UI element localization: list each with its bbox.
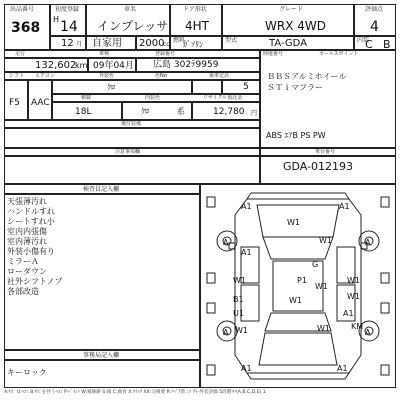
door-type: 4HT bbox=[185, 19, 209, 33]
era: H bbox=[53, 15, 60, 24]
interior-label: 内装 bbox=[357, 37, 370, 44]
registration-year: 14 bbox=[60, 19, 78, 35]
ac-cell bbox=[28, 80, 52, 120]
month-unit: 月 bbox=[76, 41, 83, 48]
damage-mark: KM bbox=[351, 322, 364, 331]
damage-mark: A bbox=[223, 328, 229, 337]
sales-point-1: ＢＢＳアルミホイール bbox=[267, 72, 347, 81]
damage-mark: A bbox=[223, 238, 229, 247]
damage-mark: U1 bbox=[233, 309, 244, 318]
damage-mark: B1 bbox=[233, 295, 244, 304]
sales-point-label: セールスポイント bbox=[319, 51, 359, 57]
interior-color-cell bbox=[122, 102, 192, 120]
damage-legend: A:ｷｽﾞ U:ﾍｺﾐ B:ｷｽﾞを伴うﾍｺﾐ P:ﾍﾟｲﾝﾄ W:補修跡 S:錆 C:腐食 X:ｸﾗｯｸ XX:交換要 R:ﾘﾍﾟｱ済 ﾝﾒ 内ｰ外装評価 5段階中(A,B,C,D,E) 1 bbox=[4, 390, 266, 395]
use-type: 自家用 bbox=[92, 38, 122, 49]
inspector-notes-box bbox=[4, 194, 200, 350]
dealer-notes-box bbox=[4, 360, 200, 388]
fuel: ｶﾞｿﾘﾝ bbox=[183, 40, 203, 49]
shift-cell bbox=[4, 80, 28, 120]
damage-mark: W1 bbox=[289, 296, 302, 305]
car-diagram-box bbox=[200, 184, 396, 388]
sales-point-2: ＳＴｉマフラー bbox=[267, 83, 323, 92]
dealer-label: 事務局記入欄 bbox=[83, 352, 120, 359]
plate-header-label: 陸運番号 bbox=[263, 51, 284, 57]
plate-cell bbox=[136, 58, 260, 72]
inspection-expiry: 09年04月 bbox=[93, 61, 134, 71]
inspector-label: 検査員記入欄 bbox=[83, 186, 120, 193]
damage-mark: A1 bbox=[241, 202, 252, 211]
fuel-label: 燃料 bbox=[173, 37, 186, 44]
damage-mark: A bbox=[365, 328, 371, 337]
damage-mark: W1 bbox=[235, 326, 248, 335]
car-name: インプレッサ bbox=[97, 19, 169, 33]
fuel-cell bbox=[170, 36, 222, 50]
inspector-note: ハンドルすれ bbox=[7, 207, 55, 216]
door-type-cell bbox=[170, 4, 222, 36]
mileage-cell bbox=[4, 58, 88, 72]
damage-mark: G bbox=[312, 260, 319, 269]
mileage: 132,602 bbox=[35, 60, 77, 71]
car-name-label: 車名 bbox=[124, 6, 137, 13]
car-name-cell bbox=[86, 4, 170, 36]
shift-label: シフト bbox=[9, 73, 25, 79]
inspector-note: 室内内張傷 bbox=[7, 227, 47, 236]
ac-label: エアコン bbox=[35, 73, 55, 79]
shift: F5 bbox=[9, 98, 20, 108]
damage-mark: W1 bbox=[315, 282, 328, 291]
capacity-cell bbox=[222, 80, 260, 94]
yen-unit: 円 bbox=[251, 110, 258, 117]
interior-color-label: 内装色 bbox=[145, 95, 161, 101]
inspector-note: シートすれ小 bbox=[7, 217, 55, 226]
lot-number-cell bbox=[4, 4, 50, 50]
exterior-color: ｸﾛ bbox=[107, 83, 115, 92]
displacement-cell bbox=[136, 36, 170, 50]
chassis-label: 車台番号 bbox=[315, 149, 336, 155]
damage-mark: W1 bbox=[319, 236, 332, 245]
score-label: 評価点 bbox=[365, 6, 384, 13]
shift-header-row bbox=[4, 72, 260, 80]
cc-unit: cc bbox=[163, 41, 170, 48]
inspector-note: 室内薄汚れ bbox=[7, 237, 47, 246]
chassis-number: GDA-012193 bbox=[283, 160, 354, 173]
plate-label: 登録番号 bbox=[155, 51, 176, 57]
interior-cell bbox=[354, 36, 396, 50]
lot-number: 368 bbox=[11, 20, 41, 36]
registration-month: 12 bbox=[61, 38, 74, 49]
inspector-note: ローダウン bbox=[7, 267, 47, 276]
plate-number: 広島 302ﾃ9959 bbox=[153, 60, 219, 70]
color-label: 外装色 bbox=[99, 73, 115, 79]
first-registration-label: 初度登録 bbox=[55, 6, 80, 13]
damage-mark: A1 bbox=[241, 248, 252, 257]
damage-mark: A1 bbox=[337, 364, 348, 373]
inspection-label: 車検 bbox=[99, 51, 110, 57]
notes-header bbox=[4, 148, 260, 156]
damage-mark: W1 bbox=[317, 324, 330, 333]
recycle-label: リサイクル預託金 bbox=[203, 95, 243, 101]
interior-color: ｸﾛ bbox=[141, 107, 149, 116]
model-cell bbox=[222, 36, 354, 50]
mileage-unit: km bbox=[75, 61, 88, 70]
mileage-header-row bbox=[4, 50, 260, 58]
load-label: 積載 bbox=[81, 95, 92, 101]
damage-mark: W1 bbox=[347, 292, 360, 301]
interior-color-suffix: 系 bbox=[177, 107, 185, 116]
damage-mark: A bbox=[365, 238, 371, 247]
first-registration-cell bbox=[50, 4, 86, 36]
inspector-note: 外装小傷有り bbox=[7, 247, 55, 256]
exterior-grade: C bbox=[365, 38, 373, 51]
color-cell bbox=[52, 80, 192, 94]
score-cell bbox=[354, 4, 396, 36]
model-code: TA-GDA bbox=[269, 38, 308, 49]
damage-mark: W1 bbox=[287, 218, 300, 227]
load-capacity: 18L bbox=[75, 107, 92, 117]
recycle-cell bbox=[192, 102, 260, 120]
model-label: 型式 bbox=[225, 37, 238, 44]
post-equipment-cell bbox=[4, 128, 260, 148]
post-equipment-header bbox=[4, 120, 260, 128]
damage-mark: P1 bbox=[297, 276, 307, 285]
inspector-note: ミラーＡ bbox=[7, 257, 39, 266]
damage-mark: A1 bbox=[241, 364, 252, 373]
color-no-cell bbox=[192, 80, 222, 94]
interior-grade: B bbox=[383, 38, 391, 51]
inspector-header bbox=[4, 184, 200, 194]
displacement: 2000 bbox=[139, 38, 165, 49]
dealer-header bbox=[4, 350, 200, 360]
use-cell bbox=[86, 36, 136, 50]
grade-cell bbox=[222, 4, 354, 36]
inspector-note: 各部改造 bbox=[7, 287, 39, 296]
air-conditioner: AAC bbox=[31, 98, 50, 108]
capacity: 5 bbox=[243, 82, 249, 92]
load-cell bbox=[52, 102, 122, 120]
chassis-header bbox=[260, 148, 396, 156]
grade-label: グレード bbox=[279, 6, 304, 13]
chassis-cell bbox=[260, 156, 396, 184]
mileage-label: 走行 bbox=[15, 51, 26, 57]
lot-number-label: 出品番号 bbox=[10, 6, 35, 13]
grade: WRX 4WD bbox=[265, 19, 326, 33]
damage-mark: A1 bbox=[339, 202, 350, 211]
recycle-fee: 12,780 bbox=[213, 107, 245, 117]
dealer-note: キーロック bbox=[7, 368, 47, 377]
equipment-list: ABS ｴｱB PS PW bbox=[266, 131, 326, 140]
notes-area bbox=[4, 156, 260, 184]
inspector-note: 天張薄汚れ bbox=[7, 197, 47, 206]
inspector-note: 社外シフトノブ bbox=[7, 277, 63, 286]
capacity-label: 乗車定員 bbox=[209, 73, 230, 79]
damage-mark: A1 bbox=[343, 309, 354, 318]
car-diagram bbox=[201, 185, 395, 387]
inspection-cell bbox=[88, 58, 136, 72]
color-no-label: 色No bbox=[155, 73, 167, 79]
month-cell bbox=[50, 36, 86, 50]
damage-mark: W1 bbox=[347, 276, 360, 285]
notes-label: 注意事項欄 bbox=[115, 149, 141, 155]
load-header-row bbox=[52, 94, 260, 102]
post-equipment-label: 後付装備 bbox=[121, 121, 142, 127]
door-type-label: ドア形状 bbox=[183, 6, 207, 13]
damage-mark: W1 bbox=[233, 276, 246, 285]
overall-score: 4 bbox=[370, 19, 379, 35]
